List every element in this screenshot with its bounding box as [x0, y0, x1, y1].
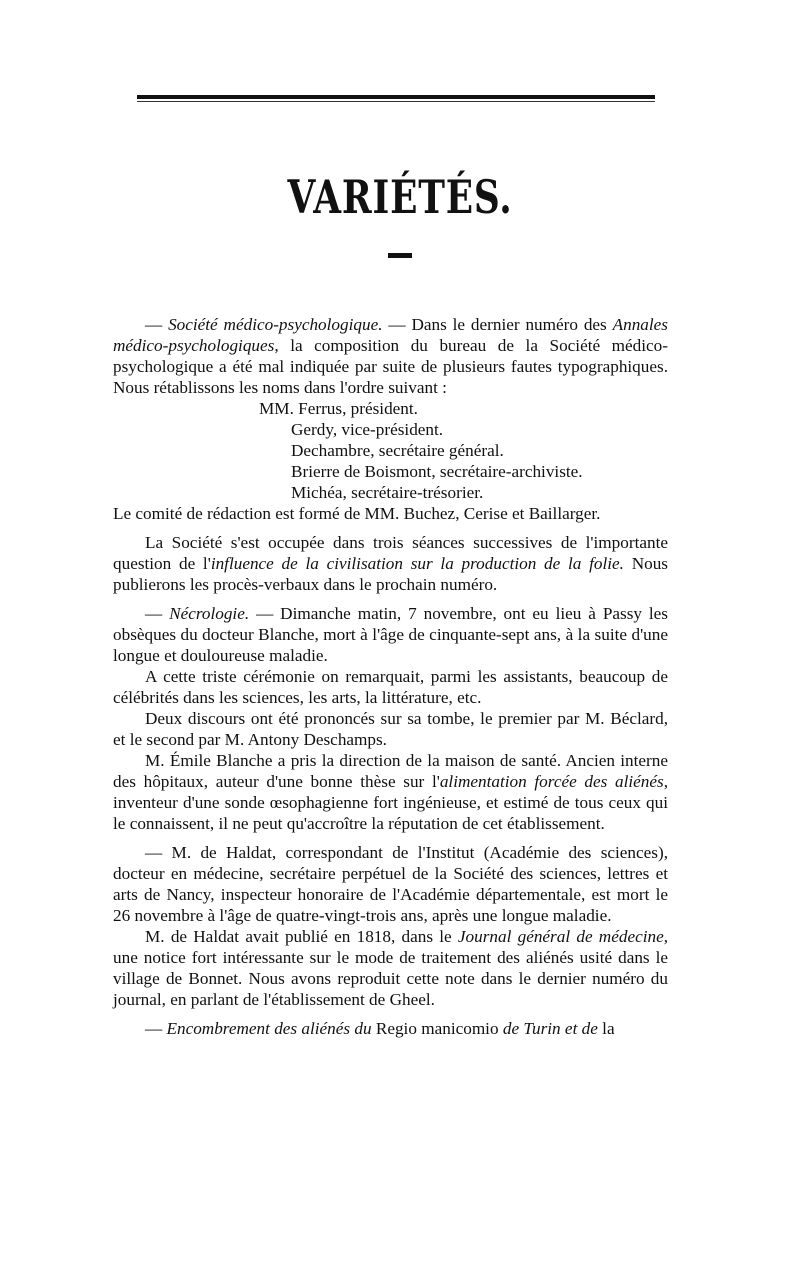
seances-italic: influence de la civilisation sur la production de la folie. [210, 554, 624, 573]
journal-general-title: Journal général de médecine [457, 927, 664, 946]
seances-paragraph [113, 532, 668, 595]
top-rule [137, 95, 655, 99]
lead-dash: — [145, 1019, 167, 1038]
separator: — [382, 315, 412, 334]
seances-text1: La Société s'est occupée dans trois séances successives de l'importante question de l' [113, 533, 668, 573]
member-line: MM. Ferrus, président. [259, 399, 418, 418]
necrologie-paragraph [113, 603, 668, 666]
societe-paragraph [113, 314, 668, 398]
haldat-notice-paragraph [113, 926, 668, 1010]
haldat-text1: M. de Haldat avait publié en 1818, dans le [145, 927, 458, 946]
page-title: VARIÉTÉS. [287, 170, 513, 224]
encombrement-italic1: Encombrement des aliénés du [166, 1019, 372, 1038]
encombrement-normal2: la [597, 1019, 615, 1038]
emile-text1: M. Émile Blanche a pris la direction de la maison de santé. Ancien interne des hôpitaux, auteur d'une bonne thèse sur l' [113, 751, 668, 791]
member-line: Gerdy, vice-président. [291, 420, 444, 439]
haldat-text2: , une notice fort intéressante sur le mode de traitement des aliénés usité dans le village de Bonnet. Nous avons reproduit cette note dans le dernier numéro du journal, en parlant de l'établissement de Gheel. [113, 927, 668, 1009]
emile-blanche-paragraph [113, 750, 668, 834]
haldat-paragraph: — M. de Haldat, correspondant de l'Institut (Académie des sciences), docteur en médecine, secrétaire perpétuel de la Société des sciences, lettres et arts de Nancy, inspecteur honoraire de l'Académie départementale, est mort le 26 novembre à l'âge de quatre-vingt-trois ans, après une longue maladie. [113, 843, 668, 925]
journal-title: Annales médico-psychologiques [113, 315, 668, 355]
encombrement-normal1: Regio manicomio [371, 1019, 503, 1038]
separator: — [249, 604, 281, 623]
encombrement-italic2: de Turin et de [502, 1019, 598, 1038]
these-title: alimentation forcée des aliénés [439, 772, 664, 791]
necrologie-text: Dimanche matin, 7 novembre, ont eu lieu à Passy les obsèques du docteur Blanche, mort à l'âge de cinquante-sept ans, à la suite d'une longue et douloureuse maladie. [113, 604, 668, 665]
encombrement-paragraph [113, 1018, 668, 1039]
necrologie-heading: Nécrologie. [169, 604, 250, 623]
lead-dash: — [145, 604, 170, 623]
societe-heading: Société médico-psychologique. [168, 315, 383, 334]
member-line: Brierre de Boismont, secrétaire-archiviste. [291, 462, 583, 481]
member-line: Dechambre, secrétaire général. [291, 441, 504, 460]
member-line: Michéa, secrétaire-trésorier. [291, 483, 484, 502]
lead-dash: — [145, 315, 169, 334]
discours-paragraph: Deux discours ont été prononcés sur sa tombe, le premier par M. Béclard, et le second par M. Antony Deschamps. [113, 709, 668, 749]
member-list [113, 398, 668, 503]
body-text [113, 314, 668, 1039]
ceremonie-paragraph: A cette triste cérémonie on remarquait, parmi les assistants, beaucoup de célébrités dans les sciences, les arts, la littérature, etc. [113, 667, 668, 707]
emile-text2: , inventeur d'une sonde œsophagienne fort ingénieuse, et estimé de tous ceux qui le connaissent, il ne peut qu'accroître la réputation de cet établissement. [113, 772, 668, 833]
societe-text2: , la composition du bureau de la Société médico-psychologique a été mal indiquée par suite de plusieurs fautes typographiques. Nous rétablissons les noms dans l'ordre suivant : [113, 336, 668, 397]
comite-paragraph: Le comité de rédaction est formé de MM. Buchez, Cerise et Baillarger. [113, 504, 601, 523]
societe-text1: Dans le dernier numéro des [411, 315, 613, 334]
title-separator [388, 253, 412, 258]
seances-text2: Nous publierons les procès-verbaux dans le prochain numéro. [113, 554, 668, 594]
top-rule-thin [137, 101, 655, 102]
